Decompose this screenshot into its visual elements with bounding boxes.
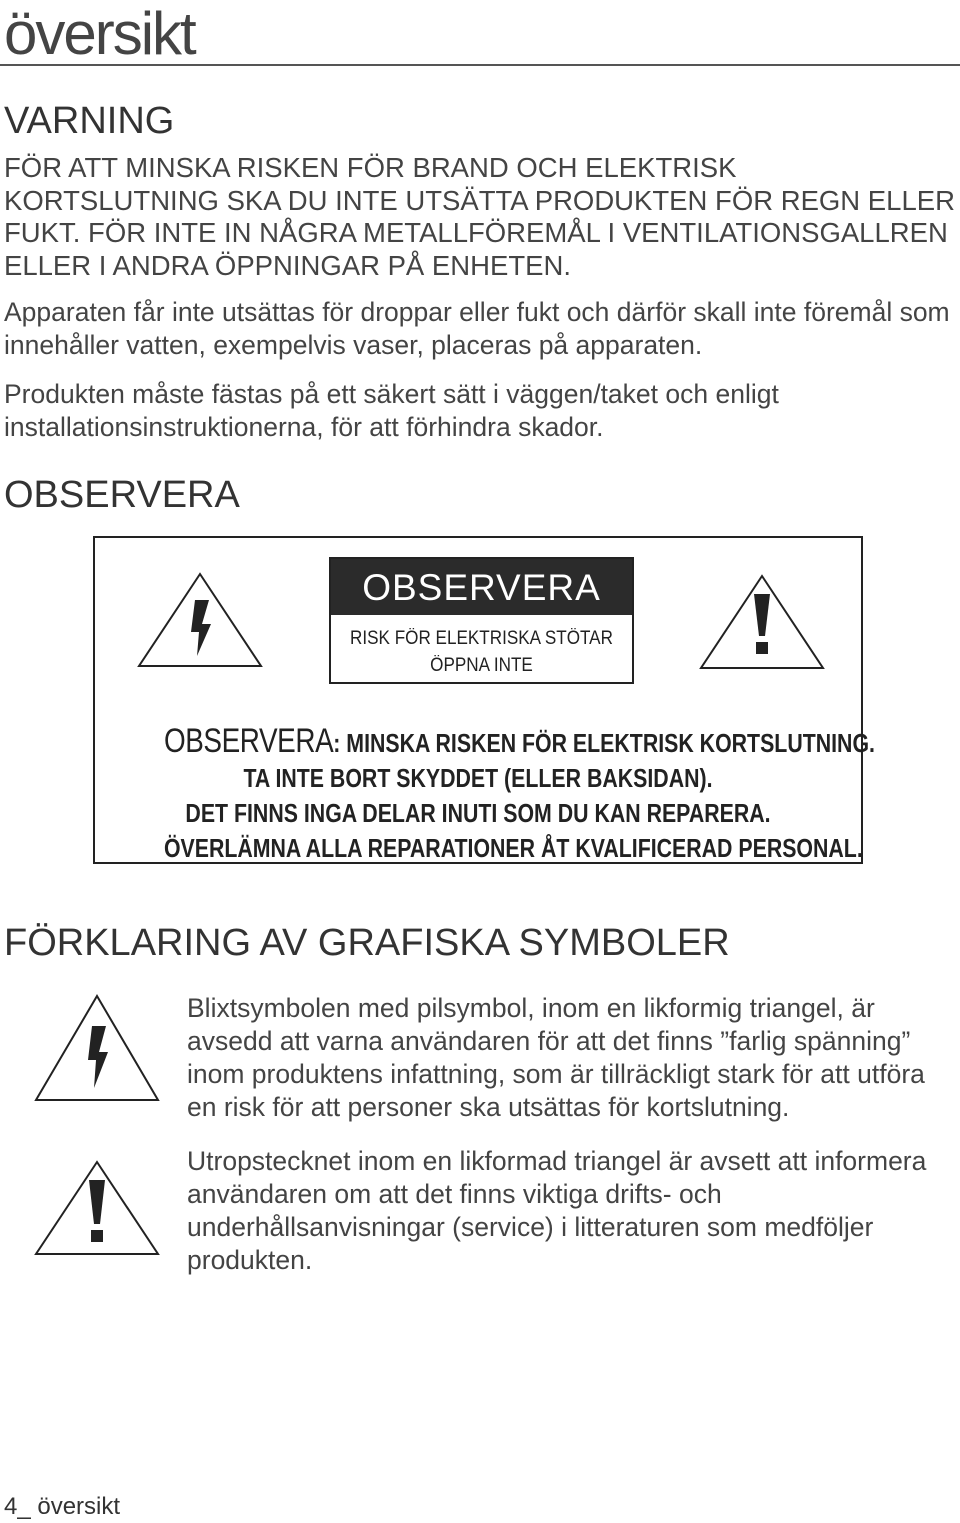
- exclamation-warning-icon: [34, 1160, 160, 1256]
- lightning-warning-icon: [137, 572, 263, 668]
- warning-heading: VARNING: [4, 100, 175, 142]
- caution-word: OBSERVERA: [163, 722, 334, 760]
- lightning-explanation: Blixtsymbolen med pilsymbol, inom en likformig triangel, är avsedd att varna användaren för att det finns ”farlig spänning” inom produktens infattning, som är tillräckligt stark för att utföra en risk för att personer ska utsättas för kortslutning.: [187, 993, 925, 1122]
- page-title: översikt: [4, 0, 195, 67]
- caution-label-box: [93, 536, 875, 864]
- warning-paragraph-2: Produkten måste fästas på ett säkert sätt i väggen/taket och enligt installationsinstruktionerna, för att förhindra skador.: [4, 379, 779, 442]
- observera-heading: OBSERVERA: [4, 474, 240, 516]
- title-divider: [0, 64, 960, 66]
- page-footer: 4_ översikt: [4, 1493, 121, 1520]
- caution-line-1: [163, 722, 875, 761]
- exclamation-explanation: Utropstecknet inom en likformad triangel är avsett att informera användaren om att det finns viktiga drifts- och underhållsanvisningar (service) i litteraturen som medföljer produkten.: [187, 1146, 927, 1275]
- caution-line-2: TA INTE BORT SKYDDET (ELLER BAKSIDAN).: [243, 763, 713, 793]
- caution-label: [329, 557, 634, 684]
- caution-line-3: DET FINNS INGA DELAR INUTI SOM DU KAN REPARERA.: [185, 798, 771, 828]
- warning-caps-text: FÖR ATT MINSKA RISKEN FÖR BRAND OCH ELEKTRISK KORTSLUTNING SKA DU INTE UTSÄTTA PRODUKTEN FÖR REGN ELLER FUKT. FÖR INTE IN NÅGRA METALLFÖREMÅL I VENTILATIONSGALLREN ELLER I ANDRA ÖPPNINGAR PÅ ENHETEN.: [4, 152, 955, 281]
- caution-instructions: [95, 722, 875, 866]
- warning-paragraph-1: Apparaten får inte utsättas för droppar eller fukt och därför skall inte föremål som innehåller vatten, exempelvis vaser, placeras på apparaten.: [4, 297, 950, 360]
- exclamation-warning-icon: [699, 574, 825, 670]
- lightning-warning-icon: [34, 994, 160, 1102]
- caution-label-line-1: RISK FÖR ELEKTRISKA STÖTAR: [350, 628, 613, 649]
- caution-line-4: ÖVERLÄMNA ALLA REPARATIONER ÅT KVALIFICERAD PERSONAL.: [163, 833, 863, 863]
- caution-label-line-2: ÖPPNA INTE: [430, 655, 533, 676]
- symbols-heading: FÖRKLARING AV GRAFISKA SYMBOLER: [4, 922, 730, 964]
- caution-line-1-text: : MINSKA RISKEN FÖR ELEKTRISK KORTSLUTNING.: [333, 728, 875, 758]
- caution-label-title: OBSERVERA: [331, 559, 632, 615]
